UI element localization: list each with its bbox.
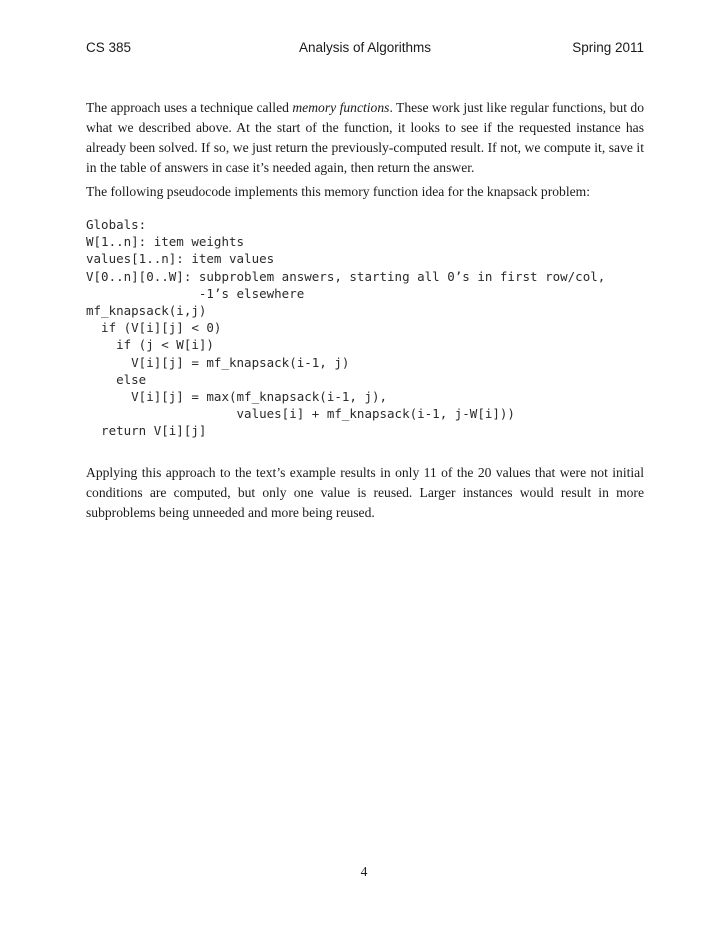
- intro-paragraph: [86, 98, 644, 178]
- intro-text-start: The approach uses a technique called: [86, 100, 293, 115]
- code-line: return V[i][j]: [86, 423, 207, 439]
- course-code: CS 385: [86, 40, 132, 55]
- page-header: [86, 40, 644, 60]
- code-line: values[1..n]: item values: [86, 251, 275, 267]
- code-line: -1’s elsewhere: [86, 285, 305, 301]
- pseudocode-intro: The following pseudocode implements this memory function idea for the knapsack problem:: [86, 184, 590, 199]
- term: Spring 2011: [572, 40, 644, 55]
- pseudocode-block: [86, 216, 605, 439]
- code-line: if (V[i][j] < 0): [86, 320, 222, 336]
- code-line: V[i][j] = mf_knapsack(i-1, j): [86, 354, 350, 370]
- code-line: else: [86, 371, 147, 387]
- code-line: W[1..n]: item weights: [86, 234, 245, 250]
- code-line: V[0..n][0..W]: subproblem answers, starting all 0’s in first row/col,: [86, 268, 606, 284]
- code-line: mf_knapsack(i,j): [86, 302, 207, 318]
- conclusion-paragraph: Applying this approach to the text’s example results in only 11 of the 20 values that were not initial conditions are computed, but only one value is reused. Larger instances would result in more subproblems being unneeded and more being reused.: [86, 465, 644, 520]
- page-number: 4: [360, 864, 368, 879]
- memory-functions-term: memory functions: [292, 100, 390, 115]
- code-line: values[i] + mf_knapsack(i-1, j-W[i])): [86, 406, 515, 422]
- code-line: if (j < W[i]): [86, 337, 214, 353]
- code-line: Globals:: [86, 217, 147, 232]
- intro-text-rest: . These work just like regular functions, but do what we described above. At the start of the function, it looks to see if the requested instance has already been solved. If so, we just return the previously-computed result. If not, we compute it, save it in the table of answers in case it’s needed again, then return the answer.: [86, 100, 645, 175]
- course-title: Analysis of Algorithms: [298, 40, 432, 55]
- code-line: V[i][j] = max(mf_knapsack(i-1, j),: [86, 388, 388, 404]
